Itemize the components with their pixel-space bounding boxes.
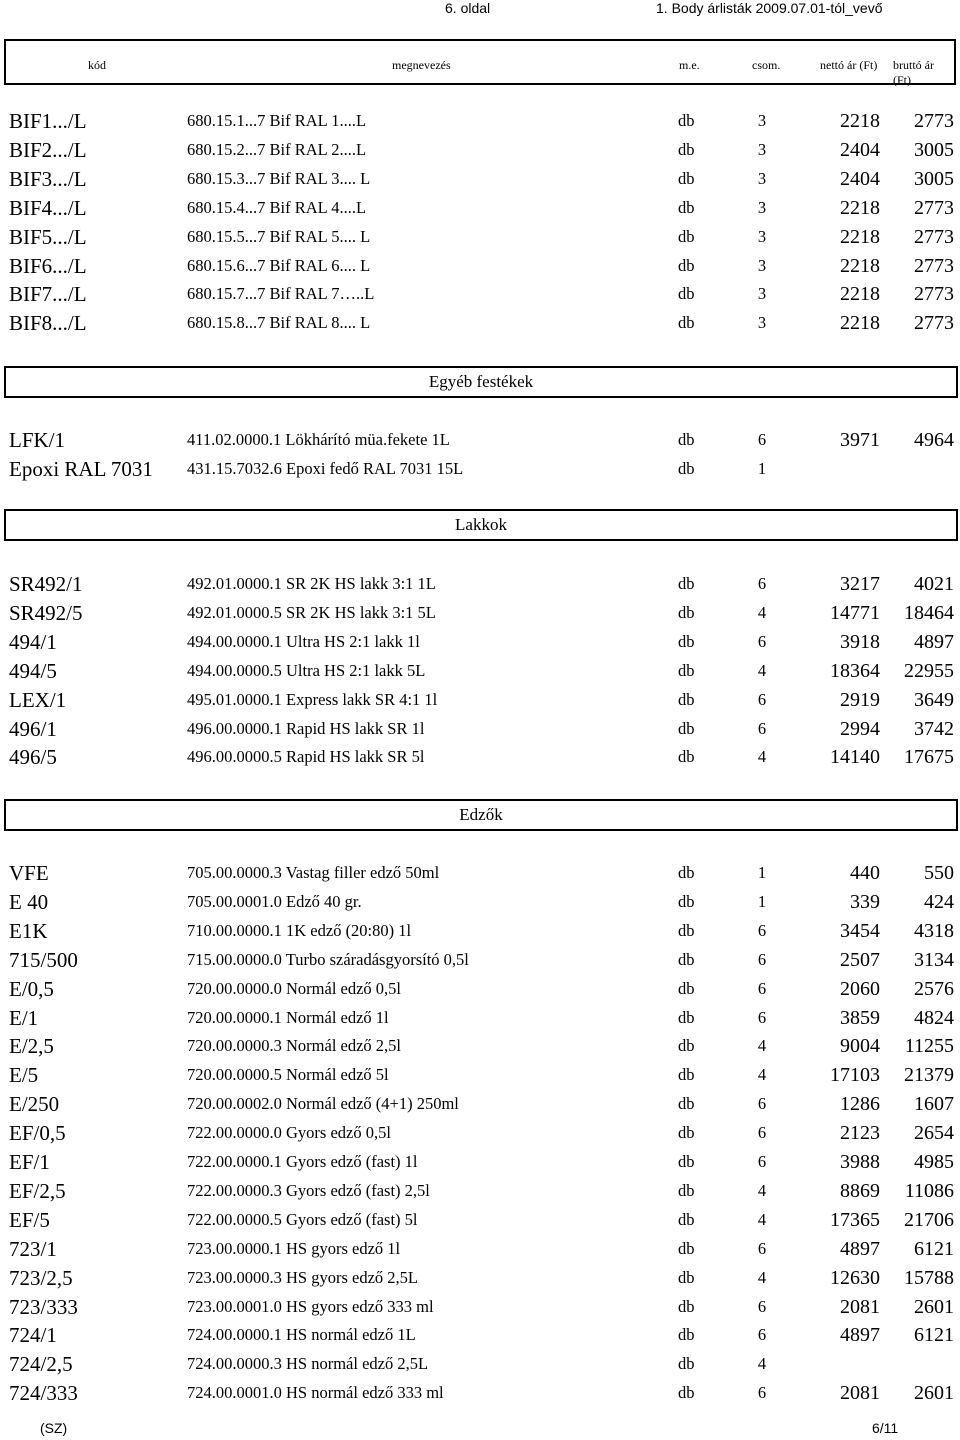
package-qty: 1: [757, 892, 767, 911]
unit: db: [678, 1152, 695, 1171]
product-name: 680.15.4...7 Bif RAL 4....L: [187, 198, 367, 217]
product-name: 431.15.7032.6 Epoxi fedő RAL 7031 15L: [187, 459, 464, 478]
unit: db: [678, 459, 695, 478]
package-qty: 6: [757, 950, 767, 969]
gross-price: 2654: [914, 1122, 954, 1144]
net-price: 2218: [840, 197, 880, 219]
package-qty: 3: [757, 169, 767, 188]
unit: db: [678, 950, 695, 969]
product-code: LFK/1: [9, 428, 66, 452]
gross-price: 11086: [904, 1180, 954, 1202]
net-price: 2404: [840, 139, 880, 161]
gross-price: 11255: [904, 1035, 954, 1057]
column-header-net: nettó ár (Ft): [820, 58, 878, 72]
package-qty: 3: [757, 256, 767, 275]
table-row: [0, 223, 960, 252]
net-price: 2123: [840, 1122, 880, 1144]
table-row: [0, 309, 960, 338]
gross-price: 22955: [904, 660, 954, 682]
net-price: 2060: [840, 978, 880, 1000]
gross-price: 3005: [914, 139, 954, 161]
product-code: EF/5: [9, 1208, 50, 1232]
net-price: 3454: [840, 920, 880, 942]
gross-price: 15788: [904, 1267, 954, 1289]
gross-price: 2576: [914, 978, 954, 1000]
table-row: [0, 570, 960, 599]
product-name: 494.00.0000.5 Ultra HS 2:1 lakk 5L: [187, 661, 426, 680]
unit: db: [678, 198, 695, 217]
net-price: 3918: [840, 631, 880, 653]
table-row: [0, 1032, 960, 1061]
gross-price: 4985: [914, 1151, 954, 1173]
net-price: 17103: [830, 1064, 880, 1086]
unit: db: [678, 227, 695, 246]
gross-price: 4318: [914, 920, 954, 942]
net-price: 14771: [830, 602, 880, 624]
table-row: [0, 1004, 960, 1033]
product-code: 724/1: [9, 1323, 57, 1347]
product-name: 722.00.0000.1 Gyors edző (fast) 1l: [187, 1152, 418, 1171]
unit: db: [678, 661, 695, 680]
package-qty: 1: [757, 863, 767, 882]
unit: db: [678, 1036, 695, 1055]
unit: db: [678, 1123, 695, 1142]
table-row: [0, 917, 960, 946]
package-qty: 6: [757, 1239, 767, 1258]
gross-price: 6121: [914, 1324, 954, 1346]
table-row: [0, 657, 960, 686]
product-code: E/2,5: [9, 1034, 54, 1058]
product-code: 496/1: [9, 717, 57, 741]
net-price: 3217: [840, 573, 880, 595]
product-name: 705.00.0001.0 Edző 40 gr.: [187, 892, 362, 911]
net-price: 3988: [840, 1151, 880, 1173]
unit: db: [678, 1268, 695, 1287]
product-code: LEX/1: [9, 688, 67, 712]
package-qty: 3: [757, 140, 767, 159]
table-row: [0, 1379, 960, 1408]
product-name: 680.15.6...7 Bif RAL 6.... L: [187, 256, 371, 275]
product-code: BIF7.../L: [9, 282, 87, 306]
table-row: [0, 136, 960, 165]
product-code: BIF8.../L: [9, 311, 87, 335]
product-code: E/0,5: [9, 977, 54, 1001]
unit: db: [678, 603, 695, 622]
column-header: [4, 39, 956, 85]
table-row: [0, 426, 960, 455]
product-code: E/1: [9, 1006, 39, 1030]
table-row: [0, 1177, 960, 1206]
product-code: 723/2,5: [9, 1266, 73, 1290]
gross-price: 17675: [904, 746, 954, 768]
unit: db: [678, 284, 695, 303]
table-row: [0, 1235, 960, 1264]
column-header-code: kód: [88, 58, 106, 72]
product-name: 705.00.0000.3 Vastag filler edző 50ml: [187, 863, 440, 882]
package-qty: 6: [757, 1297, 767, 1316]
package-qty: 6: [757, 921, 767, 940]
gross-price: 2773: [914, 255, 954, 277]
net-price: 14140: [830, 746, 880, 768]
product-code: 724/2,5: [9, 1352, 73, 1376]
net-price: 2218: [840, 312, 880, 334]
unit: db: [678, 979, 695, 998]
product-name: 722.00.0000.0 Gyors edző 0,5l: [187, 1123, 391, 1142]
table-row: [0, 715, 960, 744]
product-code: VFE: [9, 861, 49, 885]
net-price: 4897: [840, 1324, 880, 1346]
package-qty: 4: [757, 1181, 767, 1200]
gross-price: 550: [924, 862, 954, 884]
table-row: [0, 1119, 960, 1148]
product-name: 724.00.0000.3 HS normál edző 2,5L: [187, 1354, 429, 1373]
net-price: 9004: [840, 1035, 880, 1057]
section-title: Egyéb festékek: [4, 366, 958, 398]
product-code: E 40: [9, 890, 49, 914]
page-header: [0, 0, 960, 20]
gross-price: 4021: [914, 573, 954, 595]
table-row: [0, 1350, 960, 1379]
product-code: BIF1.../L: [9, 109, 87, 133]
unit: db: [678, 690, 695, 709]
unit: db: [678, 313, 695, 332]
net-price: 440: [850, 862, 880, 884]
unit: db: [678, 1325, 695, 1344]
table-row: [0, 888, 960, 917]
package-qty: 3: [757, 313, 767, 332]
package-qty: 6: [757, 719, 767, 738]
gross-price: 18464: [904, 602, 954, 624]
net-price: 339: [850, 891, 880, 913]
page-label: 6. oldal: [445, 0, 491, 16]
unit: db: [678, 1297, 695, 1316]
unit: db: [678, 430, 695, 449]
gross-price: 21706: [904, 1209, 954, 1231]
product-name: 680.15.7...7 Bif RAL 7…..L: [187, 284, 375, 303]
package-qty: 3: [757, 227, 767, 246]
unit: db: [678, 574, 695, 593]
product-name: 492.01.0000.5 SR 2K HS lakk 3:1 5L: [187, 603, 436, 622]
package-qty: 4: [757, 1268, 767, 1287]
product-name: 720.00.0002.0 Normál edző (4+1) 250ml: [187, 1094, 459, 1113]
net-price: 2404: [840, 168, 880, 190]
net-price: 2081: [840, 1296, 880, 1318]
unit: db: [678, 719, 695, 738]
table-row: [0, 1061, 960, 1090]
gross-price: 2601: [914, 1296, 954, 1318]
product-name: 680.15.2...7 Bif RAL 2....L: [187, 140, 367, 159]
package-qty: 6: [757, 1123, 767, 1142]
unit: db: [678, 256, 695, 275]
net-price: 2218: [840, 283, 880, 305]
product-name: 680.15.5...7 Bif RAL 5.... L: [187, 227, 371, 246]
net-price: 4897: [840, 1238, 880, 1260]
net-price: 18364: [830, 660, 880, 682]
package-qty: 4: [757, 661, 767, 680]
net-price: 2994: [840, 718, 880, 740]
table-row: [0, 165, 960, 194]
product-name: 724.00.0001.0 HS normál edző 333 ml: [187, 1383, 444, 1402]
product-name: 680.15.1...7 Bif RAL 1....L: [187, 111, 367, 130]
product-code: 724/333: [9, 1381, 78, 1405]
gross-price: 3649: [914, 689, 954, 711]
package-qty: 4: [757, 1065, 767, 1084]
product-code: BIF4.../L: [9, 196, 87, 220]
package-qty: 3: [757, 284, 767, 303]
net-price: 2218: [840, 255, 880, 277]
gross-price: 2773: [914, 312, 954, 334]
product-code: BIF3.../L: [9, 167, 87, 191]
product-code: BIF5.../L: [9, 225, 87, 249]
table-row: [0, 1264, 960, 1293]
unit: db: [678, 1354, 695, 1373]
product-name: 495.01.0000.1 Express lakk SR 4:1 1l: [187, 690, 438, 709]
table-row: [0, 455, 960, 484]
unit: db: [678, 1065, 695, 1084]
product-name: 680.15.3...7 Bif RAL 3.... L: [187, 169, 371, 188]
net-price: 2081: [840, 1382, 880, 1404]
net-price: 2218: [840, 226, 880, 248]
gross-price: 4824: [914, 1007, 954, 1029]
product-code: EF/1: [9, 1150, 50, 1174]
product-name: 411.02.0000.1 Lökhárító müa.fekete 1L: [187, 430, 450, 449]
package-qty: 6: [757, 979, 767, 998]
product-name: 492.01.0000.1 SR 2K HS lakk 3:1 1L: [187, 574, 436, 593]
product-code: 723/1: [9, 1237, 57, 1261]
unit: db: [678, 747, 695, 766]
package-qty: 6: [757, 574, 767, 593]
product-name: 720.00.0000.5 Normál edző 5l: [187, 1065, 389, 1084]
gross-price: 2773: [914, 226, 954, 248]
package-qty: 3: [757, 111, 767, 130]
table-row: [0, 1206, 960, 1235]
gross-price: 2773: [914, 110, 954, 132]
unit: db: [678, 140, 695, 159]
net-price: 2218: [840, 110, 880, 132]
table-row: [0, 1148, 960, 1177]
package-qty: 4: [757, 1354, 767, 1373]
unit: db: [678, 1239, 695, 1258]
package-qty: 4: [757, 1036, 767, 1055]
package-qty: 6: [757, 1008, 767, 1027]
table-row: [0, 194, 960, 223]
net-price: 3859: [840, 1007, 880, 1029]
table-row: [0, 628, 960, 657]
unit: db: [678, 1383, 695, 1402]
product-name: 720.00.0000.1 Normál edző 1l: [187, 1008, 389, 1027]
footer-left: (SZ): [40, 1420, 68, 1436]
net-price: 17365: [830, 1209, 880, 1231]
net-price: 2919: [840, 689, 880, 711]
gross-price: 3134: [914, 949, 954, 971]
product-code: Epoxi RAL 7031: [9, 457, 153, 481]
gross-price: 1607: [914, 1093, 954, 1115]
product-name: 715.00.0000.0 Turbo száradásgyorsító 0,5l: [187, 950, 469, 969]
gross-price: 6121: [914, 1238, 954, 1260]
unit: db: [678, 632, 695, 651]
unit: db: [678, 892, 695, 911]
product-name: 723.00.0000.1 HS gyors edző 1l: [187, 1239, 401, 1258]
product-name: 710.00.0000.1 1K edző (20:80) 1l: [187, 921, 412, 940]
unit: db: [678, 863, 695, 882]
package-qty: 4: [757, 1210, 767, 1229]
product-code: BIF2.../L: [9, 138, 87, 162]
unit: db: [678, 1181, 695, 1200]
product-code: EF/0,5: [9, 1121, 66, 1145]
gross-price: 4964: [914, 429, 954, 451]
column-header-name: megnevezés: [392, 58, 451, 72]
section-title: Edzők: [4, 799, 958, 831]
package-qty: 1: [757, 459, 767, 478]
gross-price: 21379: [904, 1064, 954, 1086]
package-qty: 4: [757, 747, 767, 766]
table-row: [0, 946, 960, 975]
gross-price: 2773: [914, 197, 954, 219]
package-qty: 6: [757, 632, 767, 651]
table-row: [0, 859, 960, 888]
product-name: 724.00.0000.1 HS normál edző 1L: [187, 1325, 416, 1344]
table-row: [0, 599, 960, 628]
product-name: 723.00.0001.0 HS gyors edző 333 ml: [187, 1297, 434, 1316]
gross-price: 2773: [914, 283, 954, 305]
unit: db: [678, 1094, 695, 1113]
document-title: 1. Body árlisták 2009.07.01-tól_vevő: [656, 0, 883, 16]
product-code: 723/333: [9, 1295, 78, 1319]
product-code: E1K: [9, 919, 48, 943]
package-qty: 6: [757, 1152, 767, 1171]
product-name: 720.00.0000.0 Normál edző 0,5l: [187, 979, 402, 998]
table-row: [0, 975, 960, 1004]
product-name: 723.00.0000.3 HS gyors edző 2,5L: [187, 1268, 418, 1287]
package-qty: 6: [757, 1383, 767, 1402]
package-qty: 6: [757, 430, 767, 449]
column-header-qty: csom.: [752, 58, 781, 72]
product-name: 680.15.8...7 Bif RAL 8.... L: [187, 313, 371, 332]
package-qty: 6: [757, 1094, 767, 1113]
table-row: [0, 107, 960, 136]
gross-price: 424: [924, 891, 954, 913]
product-name: 722.00.0000.5 Gyors edző (fast) 5l: [187, 1210, 418, 1229]
table-row: [0, 280, 960, 309]
gross-price: 2601: [914, 1382, 954, 1404]
unit: db: [678, 1210, 695, 1229]
column-header-unit: m.e.: [679, 58, 700, 72]
gross-price: 4897: [914, 631, 954, 653]
net-price: 8869: [840, 1180, 880, 1202]
column-header-gross: bruttó ár (Ft): [893, 58, 934, 87]
net-price: 3971: [840, 429, 880, 451]
gross-price: 3742: [914, 718, 954, 740]
product-code: 494/5: [9, 659, 57, 683]
table-row: [0, 1321, 960, 1350]
section-title: Lakkok: [4, 509, 958, 541]
table-row: [0, 1293, 960, 1322]
product-name: 720.00.0000.3 Normál edző 2,5l: [187, 1036, 402, 1055]
product-code: 715/500: [9, 948, 78, 972]
product-name: 722.00.0000.3 Gyors edző (fast) 2,5l: [187, 1181, 430, 1200]
footer-page-number: 6/11: [872, 1420, 899, 1436]
product-code: SR492/5: [9, 601, 83, 625]
table-row: [0, 252, 960, 281]
table-row: [0, 743, 960, 772]
net-price: 1286: [840, 1093, 880, 1115]
gross-price: 3005: [914, 168, 954, 190]
product-code: E/5: [9, 1063, 39, 1087]
net-price: 2507: [840, 949, 880, 971]
unit: db: [678, 169, 695, 188]
product-code: 494/1: [9, 630, 57, 654]
unit: db: [678, 111, 695, 130]
product-name: 494.00.0000.1 Ultra HS 2:1 lakk 1l: [187, 632, 420, 651]
product-code: EF/2,5: [9, 1179, 66, 1203]
unit: db: [678, 1008, 695, 1027]
product-code: BIF6.../L: [9, 254, 87, 278]
product-code: E/250: [9, 1092, 60, 1116]
package-qty: 6: [757, 1325, 767, 1344]
package-qty: 3: [757, 198, 767, 217]
table-row: [0, 1090, 960, 1119]
product-code: 496/5: [9, 745, 57, 769]
net-price: 12630: [830, 1267, 880, 1289]
product-name: 496.00.0000.5 Rapid HS lakk SR 5l: [187, 747, 425, 766]
package-qty: 4: [757, 603, 767, 622]
package-qty: 6: [757, 690, 767, 709]
product-name: 496.00.0000.1 Rapid HS lakk SR 1l: [187, 719, 425, 738]
product-code: SR492/1: [9, 572, 83, 596]
unit: db: [678, 921, 695, 940]
table-row: [0, 686, 960, 715]
